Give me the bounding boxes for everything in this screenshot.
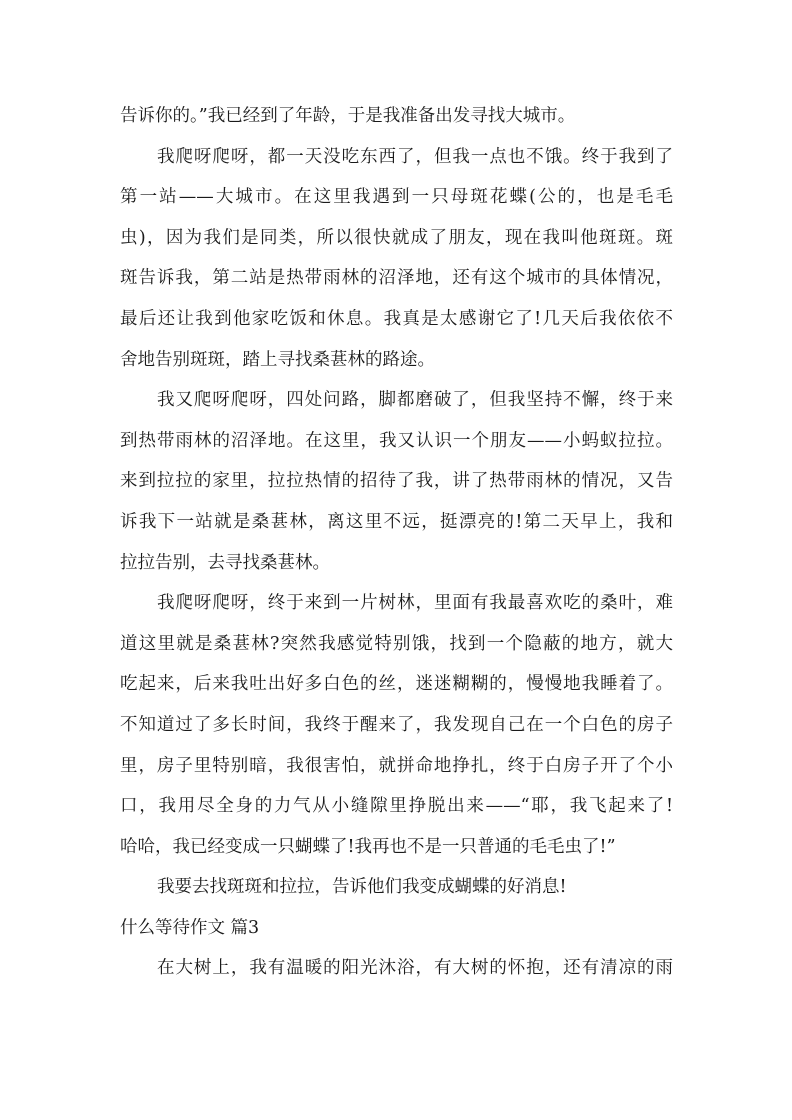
- text-line: 第一站——大城市。在这里我遇到一只母斑花蝶(公的，也是毛毛: [120, 187, 673, 208]
- text-line: 我要去找斑斑和拉拉，告诉他们我变成蝴蝶的好消息!: [157, 877, 567, 898]
- text-line: 我爬呀爬呀，都一天没吃东西了，但我一点也不饿。终于我到了: [157, 146, 673, 167]
- text-line: 吃起来，后来我吐出好多白色的丝，迷迷糊糊的，慢慢地我睡着了。: [120, 674, 673, 695]
- text-line: 不知道过了多长时间，我终于醒来了，我发现自己在一个白色的房子: [120, 714, 673, 735]
- text-line: 虫)，因为我们是同类，所以很快就成了朋友，现在我叫他斑斑。斑: [120, 227, 673, 248]
- text-line: 口，我用尽全身的力气从小缝隙里挣脱出来——“耶，我飞起来了!: [120, 796, 673, 817]
- text-line: 来到拉拉的家里，拉拉热情的招待了我，讲了热带雨林的情况，又告: [120, 471, 673, 492]
- text-line: 哈哈，我已经变成一只蝴蝶了!我再也不是一只普通的毛毛虫了!”: [120, 836, 616, 857]
- text-line: 斑告诉我，第二站是热带雨林的沼泽地，还有这个城市的具体情况，: [120, 268, 673, 289]
- text-line: 在大树上，我有温暖的阳光沐浴，有大树的怀抱，还有清凉的雨: [157, 958, 673, 979]
- text-line: 我爬呀爬呀，终于来到一片树林，里面有我最喜欢吃的桑叶，难: [157, 593, 673, 614]
- text-line: 里，房子里特别暗，我很害怕，就拼命地挣扎，终于白房子开了个小: [120, 755, 673, 776]
- section-heading: 什么等待作文 篇3: [120, 917, 260, 938]
- essay-body: [120, 96, 673, 989]
- text-line: 道这里就是桑葚林?突然我感觉特别饿，找到一个隐蔽的地方，就大: [120, 633, 673, 654]
- text-line: 诉我下一站就是桑葚林，离这里不远，挺漂亮的!第二天早上，我和: [120, 511, 673, 532]
- text-line: 告诉你的。”我已经到了年龄，于是我准备出发寻找大城市。: [120, 106, 576, 126]
- text-line: 到热带雨林的沼泽地。在这里，我又认识一个朋友——小蚂蚁拉拉。: [120, 430, 673, 451]
- text-line: 舍地告别斑斑，踏上寻找桑葚林的路途。: [120, 349, 435, 370]
- text-line: 最后还让我到他家吃饭和休息。我真是太感谢它了!几天后我依依不: [120, 308, 673, 329]
- text-line: 拉拉告别，去寻找桑葚林。: [120, 552, 330, 573]
- text-line: 我又爬呀爬呀，四处问路，脚都磨破了，但我坚持不懈，终于来: [157, 390, 673, 411]
